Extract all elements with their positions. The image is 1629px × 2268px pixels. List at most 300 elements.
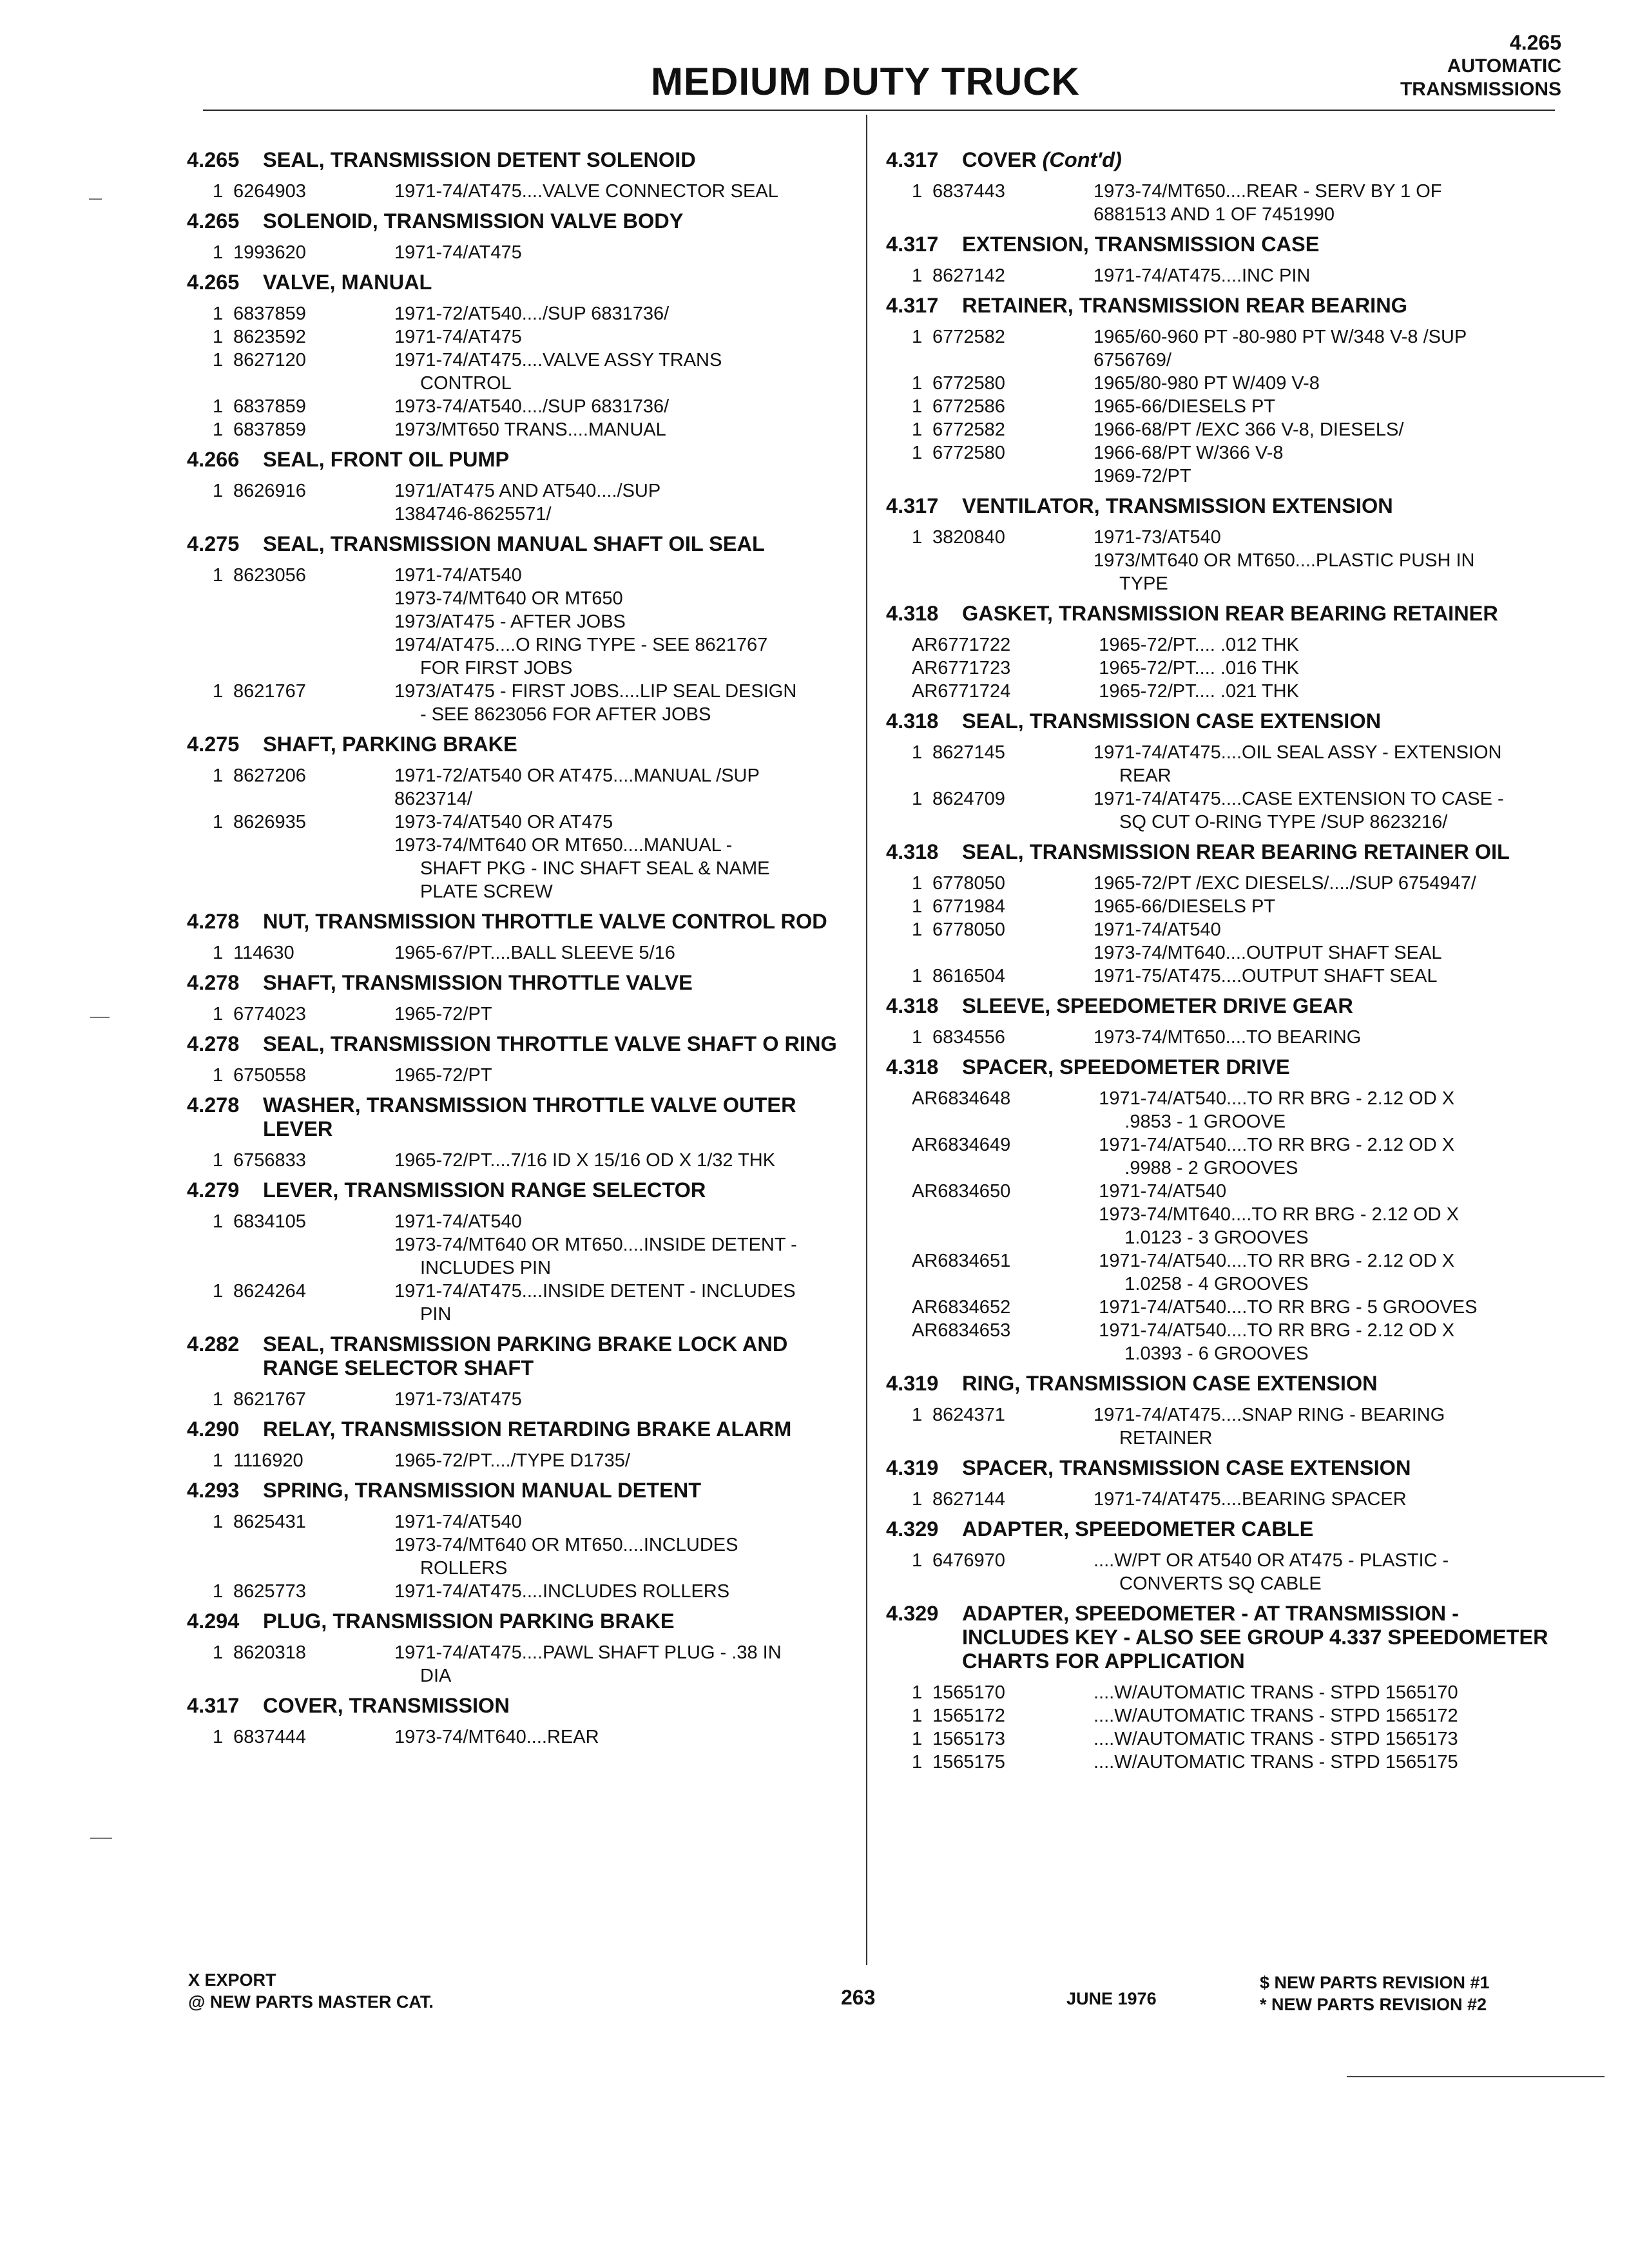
part-qty: 1 xyxy=(912,789,923,809)
section-name-text: RELAY, TRANSMISSION RETARDING BRAKE ALARM xyxy=(263,1418,792,1441)
description-line: 1971-74/AT475 xyxy=(394,327,522,347)
section-number: 4.290 xyxy=(187,1418,240,1441)
section-title xyxy=(187,1032,851,1056)
part-row xyxy=(187,680,851,726)
part-row xyxy=(886,264,1553,287)
section-name-text: SEAL, TRANSMISSION MANUAL SHAFT OIL SEAL xyxy=(263,532,765,555)
section-name-text: EXTENSION, TRANSMISSION CASE xyxy=(962,233,1320,256)
part-row xyxy=(187,1149,851,1172)
section-title xyxy=(187,209,851,233)
section-number: 4.293 xyxy=(187,1479,240,1502)
part-number: 6772582 xyxy=(932,327,1005,347)
section-title xyxy=(187,1093,851,1141)
part-number: 8627145 xyxy=(932,742,1005,763)
part-qty: 1 xyxy=(213,812,224,832)
part-number: 6778050 xyxy=(932,873,1005,894)
section-name-text: SPACER, TRANSMISSION CASE EXTENSION xyxy=(962,1456,1411,1479)
part-qty: 1 xyxy=(213,396,224,417)
section-name-text: LEVER, TRANSMISSION RANGE SELECTOR xyxy=(263,1178,706,1202)
footer-export-note: X EXPORT xyxy=(188,1970,276,1990)
section-number: 4.278 xyxy=(187,1093,240,1117)
part-row xyxy=(187,241,851,264)
part-row xyxy=(886,1180,1553,1249)
part-row xyxy=(886,965,1553,988)
part-row xyxy=(886,1319,1553,1365)
section-name-text: COVER, TRANSMISSION xyxy=(263,1694,510,1717)
section-number: 4.278 xyxy=(187,971,240,994)
section-name xyxy=(263,1694,851,1718)
part-qty: 1 xyxy=(213,181,224,202)
section-number: 4.278 xyxy=(187,910,240,933)
part-row xyxy=(886,395,1553,418)
part-row xyxy=(187,1064,851,1087)
part-qty: 1 xyxy=(912,873,923,894)
section-name xyxy=(263,1610,851,1633)
description-line: 1971-73/AT475 xyxy=(394,1389,522,1410)
description-line: 1965-72/PT xyxy=(394,1065,492,1086)
section-title xyxy=(187,532,851,556)
section-title xyxy=(187,1332,851,1380)
section-name xyxy=(962,294,1553,318)
section-title xyxy=(187,971,851,995)
description-line: 1973-74/MT650....TO BEARING xyxy=(1094,1027,1362,1048)
section-title xyxy=(187,1479,851,1503)
description-line: 1973/MT650 TRANS....MANUAL xyxy=(394,419,666,440)
part-description xyxy=(1094,1403,1553,1450)
part-row xyxy=(886,418,1553,441)
part-row xyxy=(187,1449,851,1472)
part-row xyxy=(187,302,851,325)
section-number: 4.275 xyxy=(187,733,240,756)
part-row xyxy=(886,325,1553,372)
section-title xyxy=(187,1178,851,1202)
section-name xyxy=(962,709,1553,733)
catalog-section xyxy=(886,494,1553,595)
part-number: 6772580 xyxy=(932,373,1005,394)
part-row xyxy=(187,1280,851,1326)
part-number: 1116920 xyxy=(233,1450,304,1471)
part-description xyxy=(394,1280,851,1326)
catalog-section xyxy=(187,1093,851,1172)
footer-legend-right xyxy=(1260,1972,1490,2015)
part-qty: 1 xyxy=(912,1405,923,1425)
part-qty: 1 xyxy=(912,265,923,286)
page-title: MEDIUM DUTY TRUCK xyxy=(651,60,1080,103)
description-line: SHAFT PKG - INC SHAFT SEAL & NAME xyxy=(420,858,770,879)
section-name-text: SLEEVE, SPEEDOMETER DRIVE GEAR xyxy=(962,994,1353,1017)
description-line: 1.0258 - 4 GROOVES xyxy=(1124,1274,1309,1294)
section-name xyxy=(962,1602,1553,1673)
scan-mark xyxy=(1347,2076,1605,2077)
description-line: 1971-74/AT475....VALVE CONNECTOR SEAL xyxy=(394,181,778,202)
description-line: 1973-74/MT640 OR MT650....INSIDE DETENT - xyxy=(394,1235,797,1255)
part-description xyxy=(394,1210,851,1280)
catalog-section xyxy=(187,1418,851,1472)
section-number: 4.318 xyxy=(886,1055,939,1079)
part-qty: AR xyxy=(912,1181,938,1202)
footer-revision-2: * NEW PARTS REVISION #2 xyxy=(1260,1995,1487,2014)
description-line: 1971-74/AT540 xyxy=(1099,1181,1227,1202)
catalog-section xyxy=(187,1694,851,1749)
part-row xyxy=(187,479,851,526)
part-description xyxy=(1094,526,1553,595)
description-line: 1971-74/AT540 xyxy=(394,1512,522,1532)
description-line: PLATE SCREW xyxy=(420,881,553,902)
part-row xyxy=(886,180,1553,226)
part-row xyxy=(886,526,1553,595)
scan-mark xyxy=(90,1838,112,1839)
description-line: 1971-74/AT475....INC PIN xyxy=(1094,265,1311,286)
description-line: .9988 - 2 GROOVES xyxy=(1124,1158,1298,1178)
part-qty: 1 xyxy=(912,966,923,986)
part-number: 8625431 xyxy=(233,1512,306,1532)
part-number: 8624709 xyxy=(932,789,1005,809)
part-row xyxy=(886,633,1553,657)
section-number: 4.329 xyxy=(886,1602,939,1625)
catalog-section xyxy=(187,1332,851,1411)
part-number: 8616504 xyxy=(932,966,1005,986)
section-number: 4.279 xyxy=(187,1178,240,1202)
scan-mark xyxy=(89,198,102,200)
part-number: 6837443 xyxy=(932,181,1005,202)
description-line: 1971/AT475 AND AT540..../SUP xyxy=(394,481,661,501)
column-divider xyxy=(866,115,867,1965)
part-description xyxy=(1099,657,1553,680)
description-line: 1973-74/MT640 OR MT650 xyxy=(394,588,623,609)
catalog-section xyxy=(886,994,1553,1049)
catalog-section xyxy=(886,1456,1553,1511)
description-line: 1971-74/AT475....PAWL SHAFT PLUG - .38 IN xyxy=(394,1642,782,1663)
part-row xyxy=(187,564,851,680)
section-name xyxy=(962,840,1553,864)
part-description xyxy=(394,680,851,726)
part-qty: 1 xyxy=(213,242,224,263)
section-name-text: NUT, TRANSMISSION THROTTLE VALVE CONTROL ROD xyxy=(263,910,827,933)
part-description xyxy=(1099,680,1553,703)
description-line: 1971-74/AT540....TO RR BRG - 2.12 OD X xyxy=(1099,1088,1455,1109)
section-title xyxy=(187,733,851,756)
part-row xyxy=(886,372,1553,395)
section-title xyxy=(886,1602,1553,1673)
part-qty: 1 xyxy=(213,1281,224,1302)
part-row xyxy=(187,1580,851,1603)
part-number: 6750558 xyxy=(233,1065,306,1086)
part-qty: 1 xyxy=(912,1752,923,1773)
description-line: 1971-74/AT540 xyxy=(1094,919,1221,940)
section-name xyxy=(263,1479,851,1503)
part-row xyxy=(886,1296,1553,1319)
description-line: 1969-72/PT xyxy=(1094,466,1191,486)
part-row xyxy=(187,1725,851,1749)
catalog-section xyxy=(187,733,851,903)
section-name xyxy=(263,209,851,233)
section-name xyxy=(263,148,851,172)
part-description xyxy=(1094,872,1553,895)
section-name xyxy=(962,1517,1553,1541)
description-line: 1971-74/AT475....CASE EXTENSION TO CASE - xyxy=(1094,789,1504,809)
section-name-text: VENTILATOR, TRANSMISSION EXTENSION xyxy=(962,494,1393,517)
description-line: 1971-74/AT475 xyxy=(394,242,522,263)
part-number: 6772582 xyxy=(932,419,1005,440)
part-number: 6772580 xyxy=(932,443,1005,463)
part-qty: 1 xyxy=(912,419,923,440)
description-line: 1965-72/PT xyxy=(394,1004,492,1024)
section-name-text: RETAINER, TRANSMISSION REAR BEARING xyxy=(962,294,1407,317)
description-line: 1971-74/AT540....TO RR BRG - 5 GROOVES xyxy=(1099,1297,1478,1318)
part-qty: 1 xyxy=(213,303,224,324)
part-qty: 1 xyxy=(213,1065,224,1086)
part-row xyxy=(187,1388,851,1411)
section-name-text: GASKET, TRANSMISSION REAR BEARING RETAINER xyxy=(962,602,1498,625)
part-number: 6837444 xyxy=(233,1727,306,1747)
description-line: 1973-74/AT540 OR AT475 xyxy=(394,812,613,832)
part-row xyxy=(886,1133,1553,1180)
part-number: 1565173 xyxy=(932,1729,1005,1749)
part-qty: 1 xyxy=(213,565,224,586)
part-description xyxy=(1094,1488,1553,1511)
part-row xyxy=(187,1641,851,1687)
part-number: 6837859 xyxy=(233,303,306,324)
section-name-text: SEAL, TRANSMISSION THROTTLE VALVE SHAFT O RING xyxy=(263,1032,837,1055)
section-number: 4.319 xyxy=(886,1456,939,1479)
section-number: 4.317 xyxy=(886,148,939,171)
section-title xyxy=(886,840,1553,864)
header-divider xyxy=(203,110,1555,111)
section-number: 4.265 xyxy=(187,148,240,171)
part-qty: 1 xyxy=(912,1027,923,1048)
part-number: 6771724 xyxy=(938,681,1011,702)
description-line: 1971-72/AT540..../SUP 6831736/ xyxy=(394,303,670,324)
section-name-text: ADAPTER, SPEEDOMETER - AT TRANSMISSION - INCLUDES KEY - ALSO SEE GROUP 4.337 SPEEDOMETER CHARTS FOR APPLICATION xyxy=(962,1602,1548,1673)
part-description xyxy=(1094,1727,1553,1751)
section-title xyxy=(886,494,1553,518)
part-row xyxy=(187,418,851,441)
description-line: 1965-72/PT..../TYPE D1735/ xyxy=(394,1450,630,1471)
catalog-section xyxy=(187,1479,851,1603)
part-description xyxy=(1099,1087,1553,1133)
catalog-section xyxy=(187,271,851,441)
part-qty: 1 xyxy=(912,1550,923,1571)
catalog-section xyxy=(886,1055,1553,1365)
description-line: ROLLERS xyxy=(420,1558,508,1579)
part-qty: AR xyxy=(912,635,938,655)
part-number: 1993620 xyxy=(233,242,306,263)
part-row xyxy=(886,1704,1553,1727)
part-row xyxy=(886,1549,1553,1595)
part-row xyxy=(886,1681,1553,1704)
section-name-text: SHAFT, TRANSMISSION THROTTLE VALVE xyxy=(263,971,693,994)
description-line: DIA xyxy=(420,1666,452,1686)
page-number: 263 xyxy=(841,1986,876,2009)
description-line: 1966-68/PT /EXC 366 V-8, DIESELS/ xyxy=(1094,419,1404,440)
part-qty: 1 xyxy=(912,1729,923,1749)
section-name-text: SPRING, TRANSMISSION MANUAL DETENT xyxy=(263,1479,702,1502)
section-title xyxy=(187,271,851,294)
part-qty: 1 xyxy=(912,527,923,548)
section-name xyxy=(263,733,851,756)
part-qty: 1 xyxy=(213,1211,224,1232)
section-name xyxy=(962,148,1553,172)
section-name xyxy=(962,494,1553,518)
part-number: 6771722 xyxy=(938,635,1011,655)
description-line: 1973-74/MT640....TO RR BRG - 2.12 OD X xyxy=(1099,1204,1460,1225)
part-description xyxy=(394,764,851,811)
scan-mark xyxy=(90,1017,110,1018)
part-number: 8627144 xyxy=(932,1489,1005,1510)
section-name-text: SHAFT, PARKING BRAKE xyxy=(263,733,517,756)
part-qty: AR xyxy=(912,1297,938,1318)
part-qty: 1 xyxy=(213,419,224,440)
description-line: 1973-74/MT640 OR MT650....INCLUDES xyxy=(394,1535,738,1555)
part-number: 6778050 xyxy=(932,919,1005,940)
section-name-text: ADAPTER, SPEEDOMETER CABLE xyxy=(962,1517,1314,1541)
publication-date: JUNE 1976 xyxy=(1066,1989,1157,2008)
part-row xyxy=(187,764,851,811)
part-row xyxy=(886,741,1553,787)
section-name xyxy=(263,971,851,995)
part-description xyxy=(394,1725,851,1749)
catalog-section xyxy=(886,233,1553,287)
catalog-section xyxy=(886,709,1553,834)
catalog-section xyxy=(886,148,1553,226)
description-line: 1973/AT475 - FIRST JOBS....LIP SEAL DESIGN xyxy=(394,681,797,702)
part-row xyxy=(886,1249,1553,1296)
part-number: 8627142 xyxy=(932,265,1005,286)
part-qty: AR xyxy=(912,1135,938,1155)
part-number: 8627206 xyxy=(233,765,306,786)
part-number: 6834653 xyxy=(938,1320,1011,1341)
part-row xyxy=(187,1510,851,1580)
section-number: 4.317 xyxy=(886,494,939,517)
part-description xyxy=(1094,1751,1553,1774)
section-name-text: RING, TRANSMISSION CASE EXTENSION xyxy=(962,1372,1378,1395)
description-line: PIN xyxy=(420,1304,452,1325)
section-name-text: SEAL, TRANSMISSION DETENT SOLENOID xyxy=(263,148,696,171)
section-name xyxy=(962,233,1553,256)
part-qty: 1 xyxy=(912,181,923,202)
part-description xyxy=(1094,441,1553,488)
part-description xyxy=(394,1388,851,1411)
part-description xyxy=(394,811,851,903)
description-line: 1971-74/AT540....TO RR BRG - 2.12 OD X xyxy=(1099,1135,1455,1155)
section-title xyxy=(187,1694,851,1718)
part-qty: 1 xyxy=(213,327,224,347)
section-number: 4.318 xyxy=(886,994,939,1017)
part-number: 6834650 xyxy=(938,1181,1011,1202)
part-row xyxy=(886,787,1553,834)
part-row xyxy=(187,811,851,903)
part-qty: AR xyxy=(912,1320,938,1341)
part-qty: AR xyxy=(912,1088,938,1109)
footer-new-parts-note: @ NEW PARTS MASTER CAT. xyxy=(188,1992,434,2012)
description-line: 1974/AT475....O RING TYPE - SEE 8621767 xyxy=(394,635,768,655)
catalog-section xyxy=(886,1602,1553,1774)
description-line: 1965-72/PT.... .021 THK xyxy=(1099,681,1299,702)
section-continued-note: (Cont'd) xyxy=(1042,148,1122,171)
part-qty: 1 xyxy=(213,1004,224,1024)
part-row xyxy=(886,657,1553,680)
description-line: 1965-72/PT....7/16 ID X 15/16 OD X 1/32 THK xyxy=(394,1150,776,1171)
description-line: 6756769/ xyxy=(1094,350,1171,370)
description-line: RETAINER xyxy=(1119,1428,1213,1448)
description-line: 1973-74/MT640....OUTPUT SHAFT SEAL xyxy=(1094,943,1442,963)
part-description xyxy=(394,1510,851,1580)
section-name-text: WASHER, TRANSMISSION THROTTLE VALVE OUTER LEVER xyxy=(263,1093,796,1140)
part-number: 6772586 xyxy=(932,396,1005,417)
part-number: 6756833 xyxy=(233,1150,306,1171)
part-number: 8620318 xyxy=(233,1642,306,1663)
section-title xyxy=(187,1418,851,1441)
description-line: 1971-74/AT475....BEARING SPACER xyxy=(1094,1489,1407,1510)
part-qty: 1 xyxy=(912,742,923,763)
part-qty: 1 xyxy=(213,765,224,786)
description-line: 1971-74/AT540 xyxy=(394,1211,522,1232)
part-qty: 1 xyxy=(213,1450,224,1471)
right-column xyxy=(886,148,1553,1780)
description-line: 1973-74/AT540..../SUP 6831736/ xyxy=(394,396,670,417)
part-qty: 1 xyxy=(912,1706,923,1726)
description-line: 1965-72/PT.... .012 THK xyxy=(1099,635,1299,655)
part-number: 6834652 xyxy=(938,1297,1011,1318)
section-title xyxy=(886,602,1553,626)
description-line: 1384746-8625571/ xyxy=(394,504,552,524)
part-qty: AR xyxy=(912,681,938,702)
part-description xyxy=(1094,180,1553,226)
part-description xyxy=(1094,1549,1553,1595)
section-number: 4.282 xyxy=(187,1332,240,1356)
description-line: CONTROL xyxy=(420,373,512,394)
description-line: 8623714/ xyxy=(394,789,472,809)
section-title xyxy=(886,994,1553,1018)
section-name xyxy=(263,1178,851,1202)
description-line: 1965-72/PT /EXC DIESELS/..../SUP 6754947/ xyxy=(1094,873,1476,894)
catalog-section xyxy=(886,294,1553,488)
section-name xyxy=(263,910,851,934)
part-number: 6771984 xyxy=(932,896,1005,917)
part-description xyxy=(394,241,851,264)
part-number: 114630 xyxy=(233,943,294,963)
description-line: 1971-75/AT475....OUTPUT SHAFT SEAL xyxy=(1094,966,1438,986)
part-description xyxy=(394,418,851,441)
part-description xyxy=(1094,325,1553,372)
part-row xyxy=(187,1003,851,1026)
description-line: ....W/AUTOMATIC TRANS - STPD 1565173 xyxy=(1094,1729,1458,1749)
section-name-text: SEAL, TRANSMISSION PARKING BRAKE LOCK AND RANGE SELECTOR SHAFT xyxy=(263,1332,788,1379)
header-category-line2: TRANSMISSIONS xyxy=(1400,79,1561,100)
part-qty: 1 xyxy=(912,1489,923,1510)
part-row xyxy=(886,918,1553,965)
section-title xyxy=(886,1372,1553,1396)
part-number: 6834556 xyxy=(932,1027,1005,1048)
description-line: 1973-74/MT640....REAR xyxy=(394,1727,599,1747)
part-description xyxy=(1094,965,1553,988)
part-number: 6264903 xyxy=(233,181,306,202)
part-qty: 1 xyxy=(213,1389,224,1410)
part-row xyxy=(886,1488,1553,1511)
description-line: ....W/AUTOMATIC TRANS - STPD 1565170 xyxy=(1094,1682,1458,1703)
part-description xyxy=(394,564,851,680)
description-line: INCLUDES PIN xyxy=(420,1258,552,1278)
part-number: 8624264 xyxy=(233,1281,306,1302)
section-number: 4.266 xyxy=(187,448,240,471)
part-row xyxy=(187,349,851,395)
description-line: CONVERTS SQ CABLE xyxy=(1119,1573,1322,1594)
part-description xyxy=(1094,395,1553,418)
part-description xyxy=(1094,372,1553,395)
part-qty: 1 xyxy=(912,443,923,463)
section-name xyxy=(263,271,851,294)
section-title xyxy=(187,148,851,172)
